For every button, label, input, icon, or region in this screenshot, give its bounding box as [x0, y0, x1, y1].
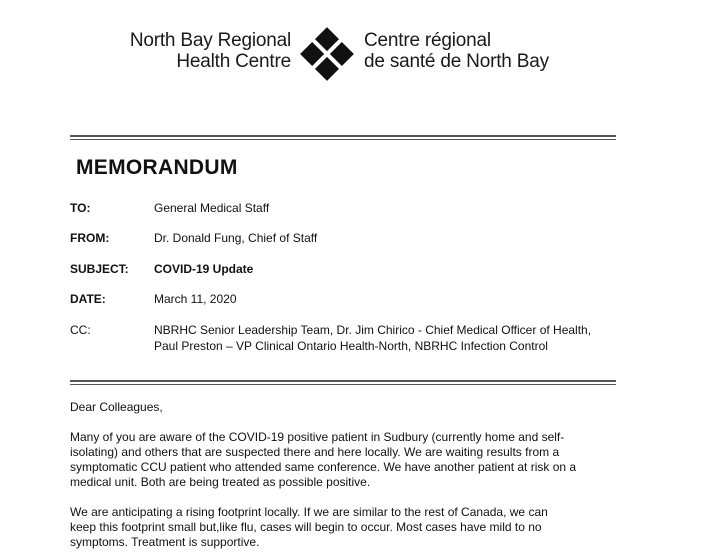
- org-name-french: [364, 30, 549, 72]
- cc-value-line1: NBRHC Senior Leadership Team, Dr. Jim Chirico - Chief Medical Officer of Health,: [154, 323, 592, 337]
- paragraph-1-line1: Many of you are aware of the COVID-19 positive patient in Sudbury (currently home and self-: [70, 430, 565, 444]
- org-name-english-line2: Health Centre: [176, 51, 291, 72]
- header-divider-top: [70, 135, 616, 137]
- date-label: DATE:: [70, 292, 106, 306]
- salutation: Dear Colleagues,: [70, 400, 163, 414]
- from-label: FROM:: [70, 231, 110, 245]
- memo-title: MEMORANDUM: [76, 156, 238, 179]
- org-name-french-line2: de santé de North Bay: [364, 51, 549, 72]
- org-name-english: [130, 30, 291, 72]
- header-fields-divider-bottom: [70, 384, 616, 385]
- cc-value-line2: Paul Preston – VP Clinical Ontario Health-North, NBRHC Infection Control: [154, 339, 548, 353]
- paragraph-1-line3: symptomatic CCU patient who attended same conference. We have another patient at risk on a: [70, 460, 577, 474]
- paragraph-1: [70, 430, 630, 490]
- paragraph-2-line2: keep this footprint small but,like flu, cases will begin to occur. Most cases have mild to no: [70, 520, 542, 534]
- org-name-french-line1: Centre régional: [364, 30, 491, 51]
- to-value: General Medical Staff: [154, 201, 270, 215]
- paragraph-2-line3: symptoms. Treatment is supportive.: [70, 535, 260, 549]
- cc-label: CC:: [70, 323, 91, 337]
- cc-value: [154, 322, 591, 354]
- from-value: Dr. Donald Fung, Chief of Staff: [154, 231, 318, 245]
- to-label: TO:: [70, 201, 91, 215]
- date-value: March 11, 2020: [154, 292, 237, 306]
- paragraph-1-line4: medical unit. Both are being treated as possible positive.: [70, 475, 371, 489]
- header-fields-divider-top: [70, 380, 616, 382]
- paragraph-2: [70, 505, 630, 550]
- diamond-grid-logo-icon: [296, 23, 358, 85]
- header-divider-bottom: [70, 139, 616, 140]
- subject-label: SUBJECT:: [70, 262, 129, 276]
- paragraph-2-line1: We are anticipating a rising footprint locally. If we are similar to the rest of Canada, we can: [70, 505, 548, 519]
- paragraph-1-line2: isolating) and others that are suspected there and here locally. We are waiting results from a: [70, 445, 560, 459]
- org-name-english-line1: North Bay Regional: [129, 30, 291, 51]
- subject-value: COVID-19 Update: [154, 262, 254, 276]
